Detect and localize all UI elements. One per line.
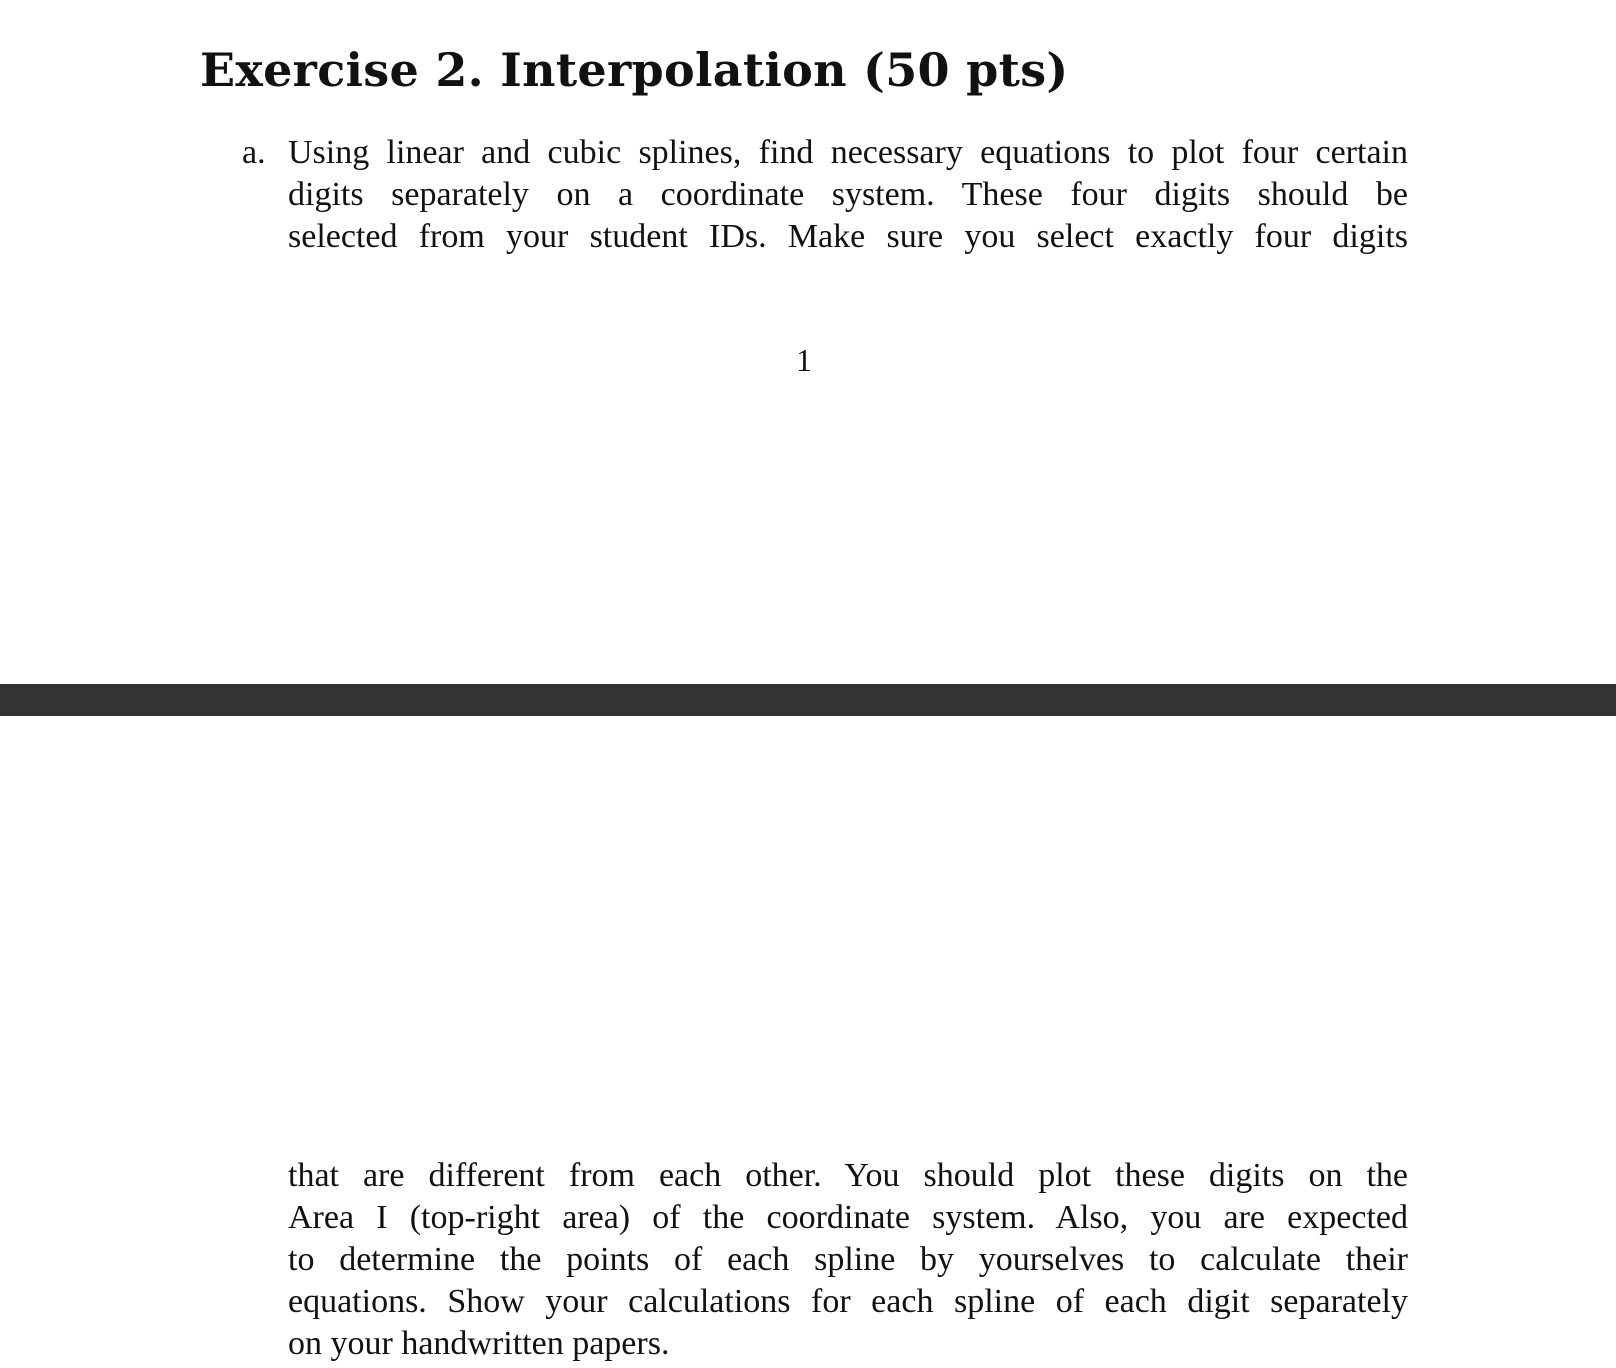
page-break-divider [0,684,1616,716]
paragraph-line: to determine the points of each spline by yourselves to calculate their [288,1241,1408,1278]
exercise-title: Exercise 2. Interpolation (50 pts) [200,43,1069,97]
paragraph-line: digits separately on a coordinate system. These four digits should be [288,176,1408,213]
paragraph-line: that are different from each other. You should plot these digits on the [288,1157,1408,1194]
exercise-paragraph-part-2 [288,1155,1408,1365]
item-marker: a. [242,134,266,171]
paragraph-line: on your handwritten papers. [288,1325,670,1362]
exercise-paragraph-part-1 [288,132,1408,258]
paragraph-line: equations. Show your calculations for each spline of each digit separately [288,1283,1408,1320]
paragraph-line: Area I (top-right area) of the coordinate system. Also, you are expected [288,1199,1408,1236]
paragraph-line: selected from your student IDs. Make sure you select exactly four digits [288,218,1408,255]
page-number: 1 [796,342,812,378]
paragraph-line: Using linear and cubic splines, find necessary equations to plot four certain [288,134,1408,171]
